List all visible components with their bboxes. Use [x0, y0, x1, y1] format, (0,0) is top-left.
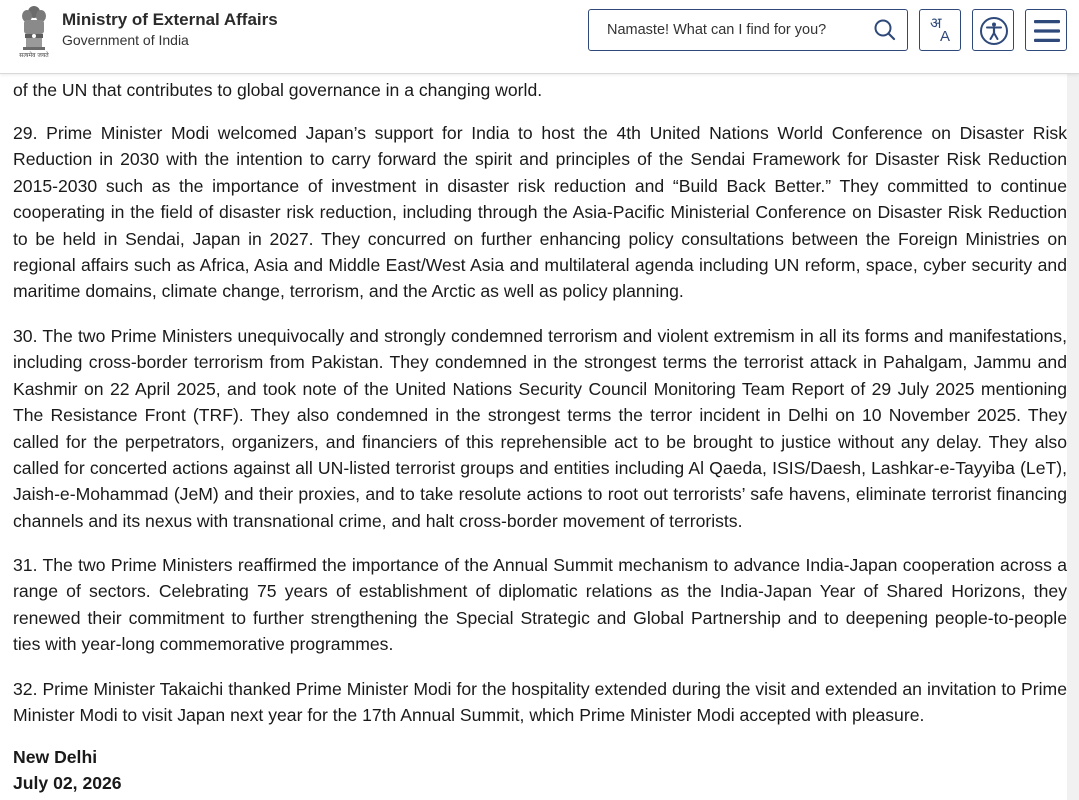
- paragraph-32: 32. Prime Minister Takaichi thanked Prime Minister Modi for the hospitality extended during the visit and extended an invitation to Prime Minister Modi to visit Japan next year for the 17th Annual Summit, which Prime Minister Modi accepted with pleasure.: [13, 679, 1067, 726]
- release-place: New Delhi: [13, 747, 98, 767]
- hamburger-menu-button[interactable]: [1025, 9, 1067, 51]
- paragraph-28-tail: of the UN that contributes to global governance in a changing world.: [13, 80, 543, 100]
- national-emblem-logo[interactable]: [16, 2, 52, 58]
- site-subtitle: Government of India: [62, 32, 189, 48]
- language-toggle-button[interactable]: [919, 9, 961, 51]
- accessibility-button[interactable]: [972, 9, 1014, 51]
- accessibility-icon: [979, 16, 1009, 46]
- paragraph-30: 30. The two Prime Ministers unequivocally and strongly condemned terrorism and violent extremism in all its forms and manifestations, including cross-border terrorism from Pakistan. They condemned in the strongest terms the terrorist attack in Pahalgam, Jammu and Kashmir on 22 April 2025, and took note of the United Nations Security Council Monitoring Team Report of 29 July 2025 mentioning The Resistance Front (TRF). They also condemned in the strongest terms the terror incident in Delhi on 10 November 2025. They called for the perpetrators, organizers, and financiers of this reprehensible act to be brought to justice without any delay. They also called for concerted actions against all UN-listed terrorist groups and entities including Al Qaeda, ISIS/Daesh, Lashkar-e-Tayyiba (LeT), Jaish-e-Mohammad (JeM) and their proxies, and to take resolute actions to root out terrorists’ safe havens, eliminate terrorist financing channels and its nexus with transnational crime, and halt cross-border movement of terrorists.: [13, 326, 1067, 531]
- release-date: July 02, 2026: [13, 773, 122, 793]
- site-title[interactable]: Ministry of External Affairs: [62, 10, 278, 29]
- paragraph-29: 29. Prime Minister Modi welcomed Japan’s support for India to host the 4th United Nations World Conference on Disaster Risk Reduction in 2030 with the intention to carry forward the spirit and principles of the Sendai Framework for Disaster Risk Reduction 2015-2030 such as the importance of investment in disaster risk reduction and “Build Back Better.” They committed to continue cooperating in the field of disaster risk reduction, including through the Asia-Pacific Ministerial Conference on Disaster Risk Reduction to be held in Sendai, Japan in 2027. They concurred on further enhancing policy consultations between the Foreign Ministries on regional affairs such as Africa, Asia and Middle East/West Asia and multilateral agenda including UN reform, space, cyber security and maritime domains, climate change, terrorism, and the Arctic as well as policy planning.: [13, 123, 1067, 302]
- emblem-motto: सत्यमेव जयते: [19, 52, 49, 58]
- search-box: [588, 9, 908, 51]
- language-icon-english: A: [940, 28, 951, 45]
- page-scrollbar[interactable]: [1067, 0, 1079, 800]
- search-icon[interactable]: [873, 18, 897, 42]
- language-icon-hindi: अ: [930, 14, 942, 32]
- hamburger-menu-icon: [1032, 16, 1062, 46]
- paragraph-31: 31. The two Prime Ministers reaffirmed the importance of the Annual Summit mechanism to advance India-Japan cooperation across a range of sectors. Celebrating 75 years of establishment of diplomatic relations as the India-Japan Year of Shared Horizons, they renewed their commitment to further strengthening the Special Strategic and Global Partnership and to deepening people-to-people ties with year-long commemorative programmes.: [13, 555, 1067, 655]
- search-input[interactable]: [589, 10, 869, 50]
- site-header: [0, 0, 1079, 74]
